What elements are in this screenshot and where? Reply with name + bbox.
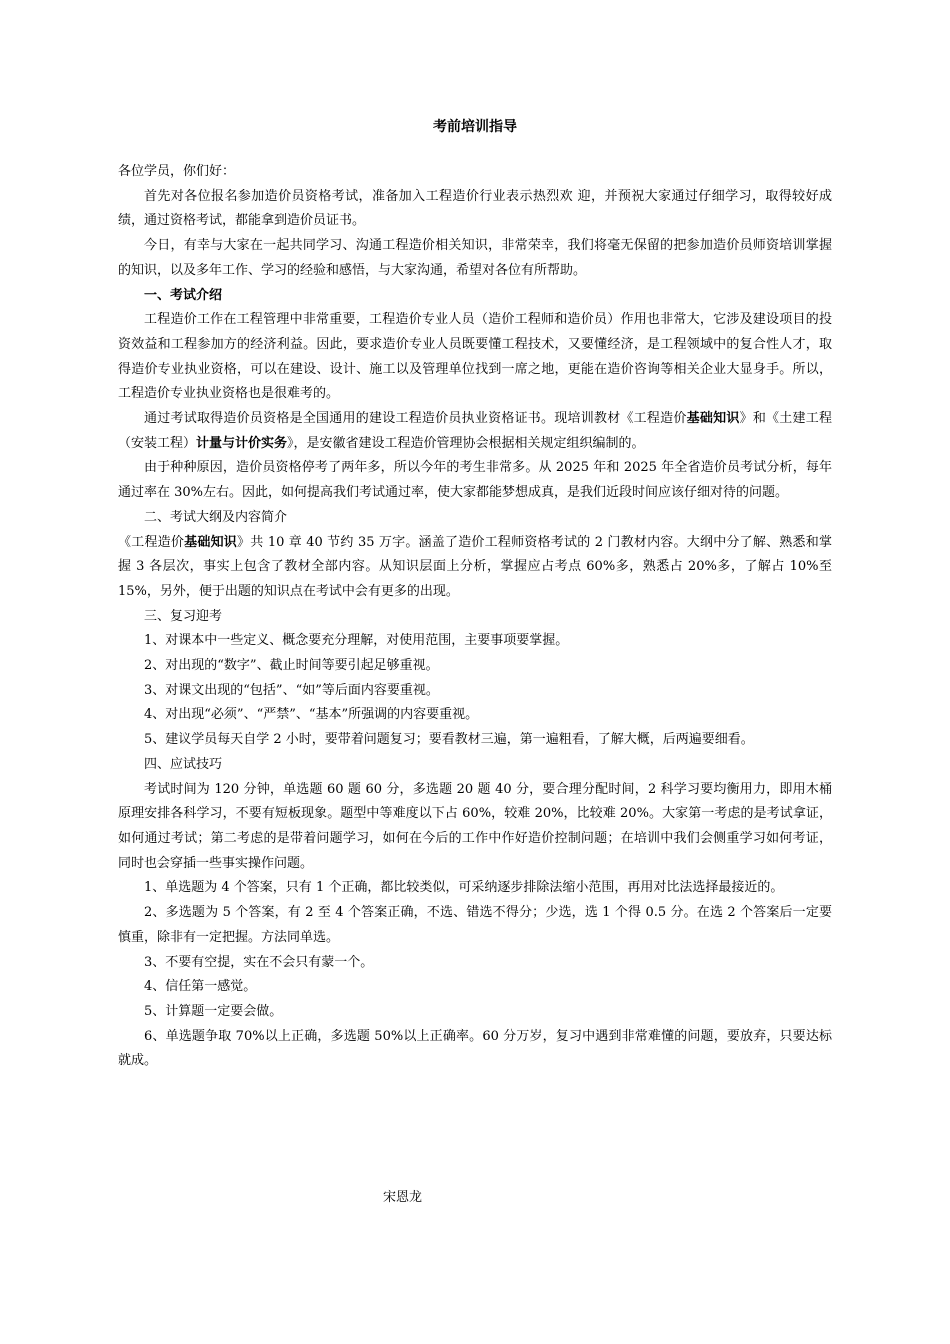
section-4-item-3: 3、不要有空提，实在不会只有蒙一个。	[144, 954, 374, 970]
section-3-item-3: 3、对课文出现的“包括”、“如”等后面内容要重视。	[144, 682, 439, 698]
paragraph-text: 》和《土建工程（安装工程）	[118, 411, 832, 451]
section-4-item-1: 1、单选题为 4 个答案，只有 1 个正确，都比较类似，可采纳逐步排除法缩小范围，再用对比法选择最接近的。	[144, 880, 784, 896]
section-1-paragraph-3: 由于种种原因，造价员资格停考了两年多，所以今年的考生非常多。从 2025 年和 2025 年全省造价员考试分析，每年通过率在 30%左右。因此，如何提高我们考试通过率，使大家都能梦想成真，是我们近段时间应该仔细对待的问题。	[118, 460, 832, 501]
document-body	[118, 160, 832, 1074]
paragraph-text: 通过考试取得造价员资格是全国通用的建设工程造价员执业资格证书。现培训教材《工程造价	[144, 411, 687, 427]
section-4-item-2: 2、多选题为 5 个答案，有 2 至 4 个答案正确，不选、错选不得分；少选，选 1 个得 0.5 分。在选 2 个答案后一定要慎重，除非有一定把握。方法同单选。	[118, 905, 832, 945]
greeting: 各位学员，你们好：	[118, 164, 236, 179]
section-1-paragraph-2	[118, 407, 832, 456]
intro-paragraph-1: 首先对各位报名参加造价员资格考试，准备加入工程造价行业表示热烈欢 迎，并预祝大家通过仔细学习，取得较好成绩，通过资格考试，都能拿到造价员证书。	[118, 188, 832, 229]
section-4-item-5: 5、计算题一定要会做。	[144, 1003, 283, 1019]
document-title: 考前培训指导	[433, 119, 517, 135]
section-1-heading: 一、考试介绍	[144, 287, 223, 303]
section-2-paragraph	[118, 531, 832, 605]
section-4-item-4: 4、信任第一感觉。	[144, 979, 257, 995]
section-4-paragraph: 考试时间为 120 分钟，单选题 60 题 60 分，多选题 20 题 40 分，要合理分配时间，2 科学习要均衡用力，即用木桶原理安排各科学习，不要有短板现象。题型中等难度以下占 60%，较难 20%，比较难 20%。大家第一考虑的是考试拿证，如何通过考试；第二考虑的是带着问题学习，如何在今后的工作中作好造价控制问题；在培训中我们会侧重学习如何考证，同时也会穿插一些事实操作问题。	[118, 781, 832, 871]
paragraph-text: 》共 10 章 40 节约 35 万字。涵盖了造价工程师资格考试的 2 门教材内容。大纲中分了解、熟悉和掌握 3 各层次，事实上包含了教材全部内容。从知识层面上分析，掌握应占考点 60%多，熟悉占 20%多，了解占 10%至 15%，另外，便于出题的知识点在考试中会有更多的出现。	[118, 534, 832, 599]
section-3-item-4: 4、对出现“必须”、“严禁”、“基本”所强调的内容要重视。	[144, 707, 479, 723]
bold-term-measurement-pricing: 计量与计价实务	[196, 435, 288, 451]
section-3-item-1: 1、对课本中一些定义、概念要充分理解，对使用范围，主要事项要掌握。	[144, 633, 569, 649]
section-4-item-6: 6、单选题争取 70%以上正确，多选题 50%以上正确率。60 分万岁，复习中遇到非常难懂的问题，要放弃，只要达标就成。	[118, 1028, 832, 1069]
bold-term-basic-knowledge: 基础知识	[686, 411, 740, 427]
section-2-heading: 二、考试大纲及内容简介	[144, 509, 288, 525]
section-4-heading: 四、应试技巧	[144, 756, 223, 772]
intro-paragraph-2: 今日，有幸与大家在一起共同学习、沟通工程造价相关知识，非常荣幸，我们将毫无保留的把参加造价员师资培训掌握的知识，以及多年工作、学习的经验和感悟，与大家沟通，希望对各位有所帮助。	[118, 238, 832, 278]
paragraph-text: 》，是安徽省建设工程造价管理协会根据相关规定组织编制的。	[287, 435, 645, 451]
bold-term-basic-knowledge: 基础知识	[184, 534, 238, 550]
paragraph-text: 《工程造价	[118, 534, 185, 550]
section-3-item-5: 5、建议学员每天自学 2 小时，要带着问题复习；要看教材三遍，第一遍粗看，了解大概，后两遍要细看。	[144, 732, 754, 748]
author-signature: 宋恩龙	[383, 1190, 423, 1205]
section-1-paragraph-1: 工程造价工作在工程管理中非常重要，工程造价专业人员（造价工程师和造价员）作用也非常大，它涉及建设项目的投资效益和工程参加方的经济利益。因此，要求造价专业人员既要懂工程技术，又要懂经济，是工程领域中的复合性人才，取得造价专业执业资格，可以在建设、设计、施工以及管理单位找到一席之地，更能在造价咨询等相关企业大显身手。所以，工程造价专业执业资格也是很难考的。	[118, 312, 832, 402]
section-3-heading: 三、复习迎考	[144, 608, 223, 624]
section-3-item-2: 2、对出现的“数字”、截止时间等要引起足够重视。	[144, 658, 439, 674]
